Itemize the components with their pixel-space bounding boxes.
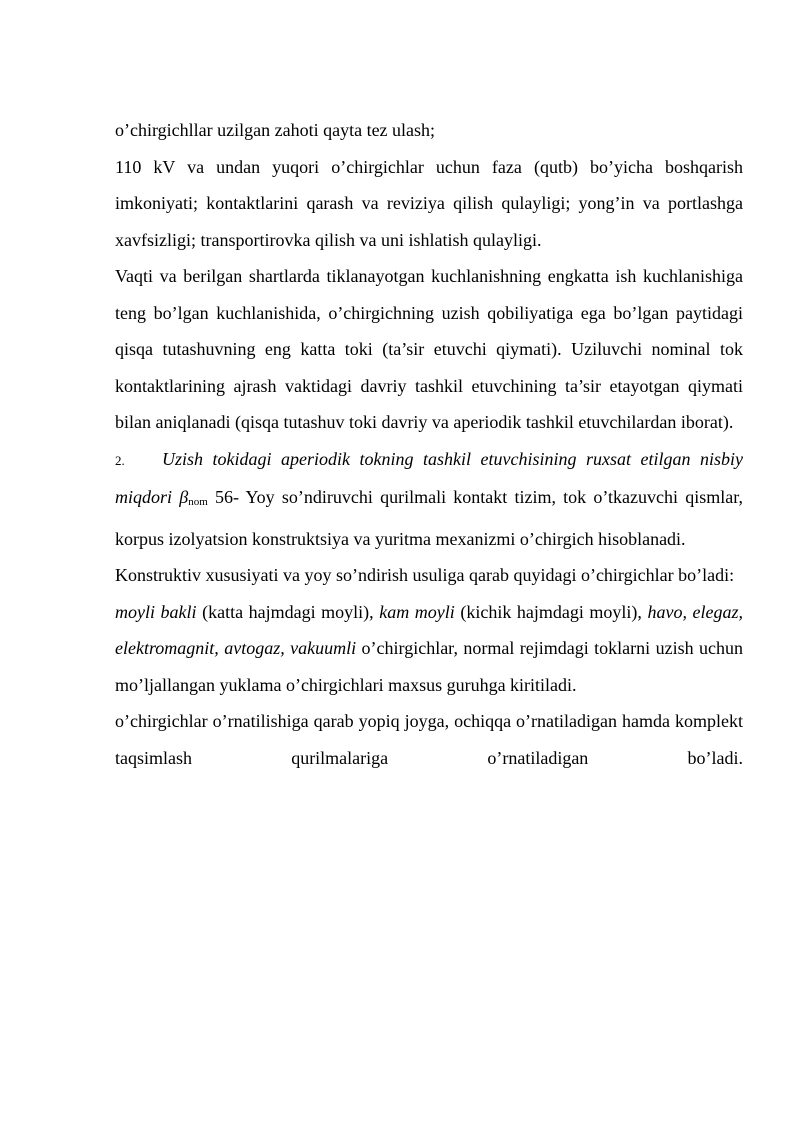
italic-term: Uzish tokidagi aperiodik tokning tashkil etuvchisining ruxsat etilgan nisbiy miqdori β bbox=[115, 448, 743, 507]
paragraph-4 bbox=[115, 441, 743, 558]
paragraph-6-text-1: (katta hajmdagi moyli), bbox=[196, 601, 380, 622]
italic-term-3: havo, elegaz, elektromagnit, avtogaz, vakuumli bbox=[115, 601, 744, 658]
paragraph-7: o’chirgichlar o’rnatilishiga qarab yopiq joyga, ochiqqa o’rnatiladigan hamda komplekt taqsimlash qurilmalariga o’rnatiladigan bo’ladi. bbox=[115, 711, 743, 768]
paragraph-6-text-2: (kichik hajmdagi moyli), bbox=[454, 601, 648, 622]
paragraph-6 bbox=[115, 594, 743, 704]
paragraph-1: o’chirgichllar uzilgan zahoti qayta tez ulash; bbox=[115, 120, 436, 140]
paragraph-2: 110 kV va undan yuqori o’chirgichlar uchun faza (qutb) bo’yicha boshqarish imkoniyati; kontaktlarini qarash va reviziya qilish qulayligi; yong’in va portlashga xavfsizligi; transportirovka qilish va uni ishlatish qulayligi. bbox=[115, 156, 743, 250]
paragraph-3: Vaqti va berilgan shartlarda tiklanayotgan kuchlanishning engkatta ish kuchlanishiga teng bo’lgan kuchlanishida, o’chirgichning uzish qobiliyatiga ega bo’lgan paytidagi qisqa tutashuvning eng katta toki (ta’sir etuvchi qiymati). Uziluvchi nominal tok kontaktlarining ajrash vaktidagi davriy tashkil etuvchining ta’sir etayotgan qiymati bilan aniqlanadi (qisqa tutashuv toki davriy va aperiodik tashkil etuvchilardan iborat). bbox=[115, 266, 743, 432]
italic-term-2: kam moyli bbox=[379, 601, 455, 622]
subscript: nom bbox=[188, 496, 208, 508]
list-number: 2. bbox=[115, 452, 125, 468]
italic-term-1: moyli bakli bbox=[115, 601, 197, 622]
paragraph-4-text: 56- Yoy so’ndiruvchi qurilmali kontakt tizim, tok o’tkazuvchi qismlar, korpus izolyatsion konstruktsiya va yuritma mexanizmi o’chirgich hisoblanadi. bbox=[115, 487, 743, 549]
paragraph-6-text-3: o’chirgichlar, normal rejimdagi toklarni uzish uchun mo’ljallangan yuklama o’chirgichlari maxsus guruhga kiritiladi. bbox=[115, 638, 743, 695]
paragraph-5: Konstruktiv xususiyati va yoy so’ndirish usuliga qarab quyidagi o’chirgichlar bo’ladi: bbox=[115, 565, 735, 585]
document-body bbox=[115, 112, 743, 776]
